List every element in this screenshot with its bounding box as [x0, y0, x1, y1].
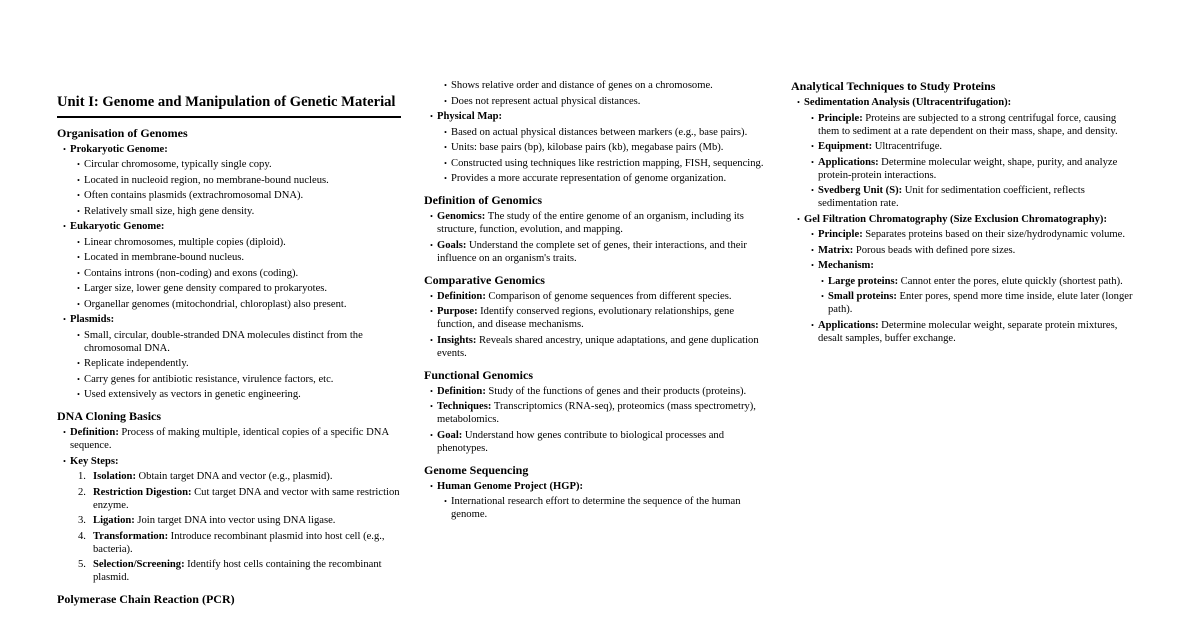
list-item	[811, 140, 1135, 153]
list-item	[430, 305, 768, 331]
item-text-wrap	[70, 426, 401, 452]
bullet-icon: •	[63, 314, 66, 324]
list-item	[63, 220, 401, 233]
bullet-icon: •	[811, 112, 814, 123]
list-item	[430, 480, 768, 493]
item-text-wrap	[437, 385, 768, 398]
item-text-wrap	[451, 172, 768, 185]
list-item	[78, 558, 401, 584]
item-text: Porous beads with defined pore sizes.	[855, 244, 1016, 256]
item-label: Goals:	[437, 239, 467, 251]
bullet-icon: •	[77, 389, 80, 399]
item-text: International research effort to determine the sequence of the human genome.	[451, 496, 741, 520]
item-text-wrap	[84, 174, 401, 187]
item-text-wrap	[84, 236, 401, 249]
list-item	[821, 275, 1135, 288]
list-item	[811, 184, 1135, 210]
section-heading: DNA Cloning Basics	[57, 409, 162, 423]
item-text: Ultracentrifuge.	[874, 141, 943, 152]
item-label: Purpose:	[437, 306, 478, 317]
bullet-icon: •	[430, 111, 433, 121]
item-text-wrap	[93, 486, 401, 512]
list-item	[430, 110, 768, 123]
list-item	[77, 357, 401, 370]
item-text-wrap	[451, 126, 768, 139]
item-text-wrap	[84, 282, 401, 295]
item-label: Applications:	[818, 319, 879, 331]
bullet-icon: •	[811, 156, 814, 167]
bullet-icon: •	[444, 496, 447, 506]
item-text: Separates proteins based on their size/hydrodynamic volume.	[865, 229, 1126, 240]
item-text: Provides a more accurate representation of genome organization.	[451, 173, 727, 184]
item-text-wrap	[93, 470, 401, 483]
item-text-wrap	[818, 156, 1135, 182]
item-text-wrap	[93, 530, 401, 556]
item-text-wrap	[70, 455, 401, 468]
item-text-wrap	[437, 290, 768, 303]
item-label: Mechanism:	[818, 260, 874, 271]
bullet-icon: •	[811, 319, 814, 330]
item-text-wrap	[451, 141, 768, 154]
item-label: Large proteins:	[828, 275, 899, 287]
bullet-icon: •	[444, 126, 447, 137]
item-label: Equipment:	[818, 141, 873, 152]
item-text-wrap	[818, 140, 1135, 153]
item-label: Definition:	[437, 290, 486, 302]
section-heading: Definition of Genomics	[424, 193, 542, 207]
bullet-icon: •	[77, 205, 80, 216]
item-text: Understand the complete set of genes, their interactions, and their influence on an organism's traits.	[437, 239, 747, 264]
item-text-wrap	[828, 290, 1135, 316]
section-heading: Genome Sequencing	[424, 462, 529, 477]
item-text-wrap	[804, 213, 1135, 226]
item-text-wrap	[93, 558, 401, 584]
item-label: Matrix:	[818, 244, 854, 256]
item-label: Ligation:	[93, 515, 135, 526]
bullet-icon: •	[77, 358, 80, 368]
bullet-icon: •	[430, 211, 433, 221]
column-left	[57, 79, 401, 609]
item-text: Determine molecular weight, separate protein mixtures, desalt samples, buffer exchange.	[818, 319, 1118, 344]
item-text: Relatively small size, high gene density.	[84, 205, 255, 217]
item-text: Small, circular, double-stranded DNA molecules distinct from the chromosomal DNA.	[84, 329, 363, 354]
bullet-icon: •	[430, 334, 433, 345]
bullet-icon: •	[430, 239, 433, 250]
bullet-icon: •	[797, 213, 800, 224]
list-number: 4.	[78, 530, 86, 542]
item-text: Contains introns (non-coding) and exons (coding).	[84, 267, 299, 279]
item-text-wrap	[70, 143, 401, 156]
section-heading: Comparative Genomics	[424, 272, 545, 287]
list-item	[63, 143, 401, 156]
list-item	[430, 400, 768, 426]
column-right	[791, 79, 1135, 609]
bullet-icon: •	[444, 173, 447, 183]
item-text-wrap	[437, 239, 768, 265]
item-label: Restriction Digestion:	[93, 486, 192, 498]
item-text-wrap	[84, 267, 401, 280]
list-number: 1.	[78, 471, 86, 482]
list-item	[430, 239, 768, 265]
item-label: Principle:	[818, 112, 863, 124]
bullet-icon: •	[811, 229, 814, 239]
item-text-wrap	[437, 334, 768, 360]
list-item	[77, 373, 401, 386]
list-number: 2.	[78, 486, 86, 498]
item-text-wrap	[70, 313, 401, 326]
item-text: Comparison of genome sequences from different species.	[488, 290, 732, 302]
item-text: Used extensively as vectors in genetic engineering.	[84, 389, 301, 400]
item-text-wrap	[451, 495, 768, 521]
item-text: Circular chromosome, typically single copy.	[84, 159, 272, 170]
item-text: Cut target DNA and vector with same restriction enzyme.	[93, 486, 400, 511]
item-text: Introduce recombinant plasmid into host cell (e.g., bacteria).	[93, 530, 385, 555]
section-heading: Organisation of Genomes	[57, 125, 188, 140]
list-item	[63, 313, 401, 326]
list-item	[821, 290, 1135, 316]
item-text-wrap	[84, 158, 401, 171]
item-label: Insights:	[437, 334, 477, 346]
list-item	[430, 334, 768, 360]
item-text: Determine molecular weight, shape, purity, and analyze protein-protein interactions.	[818, 156, 1118, 181]
list-item	[63, 426, 401, 452]
bullet-icon: •	[821, 275, 824, 286]
page-title: Unit I: Genome and Manipulation of Genetic Material	[57, 94, 396, 110]
list-item	[77, 267, 401, 280]
list-item	[77, 388, 401, 401]
item-text: Located in membrane-bound nucleus.	[84, 252, 245, 263]
item-label: Transformation:	[93, 530, 169, 542]
item-text: Located in nucleoid region, no membrane-bound nucleus.	[84, 174, 329, 186]
list-item	[444, 141, 768, 154]
document-page	[57, 79, 1135, 609]
bullet-icon: •	[811, 244, 814, 255]
list-item	[77, 251, 401, 264]
item-text-wrap	[84, 373, 401, 386]
list-item	[444, 495, 768, 521]
list-item	[430, 290, 768, 303]
column-middle	[424, 79, 768, 609]
list-number: 5.	[78, 559, 86, 570]
bullet-icon: •	[63, 427, 66, 437]
item-label: Svedberg Unit (S):	[818, 185, 903, 196]
item-text: Based on actual physical distances between markers (e.g., base pairs).	[451, 126, 748, 138]
item-text-wrap	[84, 205, 401, 218]
bullet-icon: •	[430, 480, 433, 491]
item-text-wrap	[437, 429, 768, 455]
item-text: Linear chromosomes, multiple copies (diploid).	[84, 236, 286, 248]
bullet-icon: •	[430, 306, 433, 316]
item-text-wrap	[84, 189, 401, 202]
item-label: Selection/Screening:	[93, 559, 185, 570]
list-item	[811, 319, 1135, 345]
list-item	[811, 244, 1135, 257]
item-text-wrap	[84, 388, 401, 401]
item-text: Identify host cells containing the recombinant plasmid.	[93, 559, 382, 583]
title-rule	[57, 116, 401, 118]
item-text-wrap	[84, 251, 401, 264]
item-label: Eukaryotic Genome:	[70, 221, 165, 232]
list-item	[78, 514, 401, 527]
list-item	[78, 486, 401, 512]
item-text-wrap	[84, 357, 401, 370]
item-label: Plasmids:	[70, 314, 115, 325]
section-heading: Analytical Techniques to Study Proteins	[791, 79, 996, 93]
item-label: Key Steps:	[70, 455, 119, 467]
list-item	[430, 385, 768, 398]
item-label: Goal:	[437, 429, 463, 441]
bullet-icon: •	[63, 455, 66, 466]
item-label: Definition:	[437, 385, 486, 397]
item-text: The study of the entire genome of an organism, including its structure, function, evolution, and mapping.	[437, 211, 744, 235]
bullet-icon: •	[444, 157, 447, 168]
bullet-icon: •	[821, 291, 824, 301]
item-label: Applications:	[818, 156, 879, 168]
item-text-wrap	[437, 110, 768, 123]
list-item	[77, 329, 401, 355]
bullet-icon: •	[77, 159, 80, 169]
item-text-wrap	[437, 480, 768, 493]
item-label: Physical Map:	[437, 111, 503, 122]
item-text-wrap	[818, 228, 1135, 241]
list-item	[811, 156, 1135, 182]
item-text: Constructed using techniques like restriction mapping, FISH, sequencing.	[451, 157, 764, 169]
list-item	[78, 470, 401, 483]
bullet-icon: •	[77, 236, 80, 247]
list-item	[811, 259, 1135, 272]
item-text: Cannot enter the pores, elute quickly (shortest path).	[900, 275, 1123, 287]
item-text-wrap	[437, 210, 768, 236]
item-text: Shows relative order and distance of genes on a chromosome.	[451, 80, 713, 91]
item-text-wrap	[93, 514, 401, 527]
item-text-wrap	[437, 305, 768, 331]
item-label: Human Genome Project (HGP):	[437, 480, 584, 492]
item-text-wrap	[818, 319, 1135, 345]
item-text: Units: base pairs (bp), kilobase pairs (kb), megabase pairs (Mb).	[451, 142, 724, 153]
bullet-icon: •	[430, 429, 433, 440]
item-text-wrap	[84, 329, 401, 355]
item-text: Identify conserved regions, evolutionary relationships, gene function, and disease mechanisms.	[437, 306, 735, 330]
list-item	[77, 236, 401, 249]
list-item	[811, 112, 1135, 138]
bullet-icon: •	[77, 252, 80, 262]
item-text-wrap	[804, 96, 1135, 109]
item-label: Small proteins:	[828, 291, 897, 302]
item-text: Larger size, lower gene density compared to prokaryotes.	[84, 283, 328, 294]
item-text-wrap	[451, 79, 768, 92]
section-heading: Functional Genomics	[424, 367, 534, 382]
list-item	[797, 96, 1135, 109]
list-item	[77, 282, 401, 295]
list-item	[444, 172, 768, 185]
bullet-icon: •	[430, 401, 433, 411]
bullet-icon: •	[811, 185, 814, 195]
bullet-icon: •	[444, 95, 447, 106]
item-text-wrap	[451, 95, 768, 108]
item-label: Genomics:	[437, 211, 486, 222]
item-text: Enter pores, spend more time inside, elute later (longer path).	[828, 291, 1133, 315]
item-text: Process of making multiple, identical copies of a specific DNA sequence.	[70, 427, 389, 451]
list-number: 3.	[78, 515, 86, 526]
item-text: Organellar genomes (mitochondrial, chloroplast) also present.	[84, 298, 347, 310]
list-item	[797, 213, 1135, 226]
item-text: Carry genes for antibiotic resistance, virulence factors, etc.	[84, 373, 334, 385]
item-text-wrap	[84, 298, 401, 311]
bullet-icon: •	[444, 80, 447, 90]
item-text-wrap	[828, 275, 1135, 288]
item-text-wrap	[818, 184, 1135, 210]
item-label: Sedimentation Analysis (Ultracentrifugation):	[804, 97, 1012, 108]
item-text: Study of the functions of genes and their products (proteins).	[488, 385, 747, 397]
bullet-icon: •	[63, 143, 66, 154]
bullet-icon: •	[430, 290, 433, 301]
item-text: Join target DNA into vector using DNA ligase.	[137, 515, 336, 526]
item-label: Definition:	[70, 427, 119, 438]
list-item	[78, 530, 401, 556]
section-heading: Polymerase Chain Reaction (PCR)	[57, 592, 235, 606]
item-text-wrap	[437, 400, 768, 426]
bullet-icon: •	[797, 97, 800, 107]
bullet-icon: •	[63, 221, 66, 231]
item-text: Obtain target DNA and vector (e.g., plasmid).	[138, 471, 333, 482]
item-text: Replicate independently.	[84, 358, 189, 369]
bullet-icon: •	[77, 298, 80, 309]
list-item	[77, 205, 401, 218]
bullet-icon: •	[77, 267, 80, 278]
item-label: Principle:	[818, 229, 863, 240]
list-item	[444, 95, 768, 108]
item-text: Proteins are subjected to a strong centrifugal force, causing them to sediment at a rate dependent on their mass, shape, and density.	[818, 112, 1118, 137]
item-text: Reveals shared ancestry, unique adaptations, and gene duplication events.	[437, 334, 759, 359]
item-label: Techniques:	[437, 401, 492, 412]
bullet-icon: •	[430, 385, 433, 396]
bullet-icon: •	[77, 190, 80, 200]
item-text: Often contains plasmids (extrachromosomal DNA).	[84, 190, 304, 201]
bullet-icon: •	[444, 142, 447, 152]
bullet-icon: •	[77, 329, 80, 340]
bullet-icon: •	[77, 373, 80, 384]
item-label: Prokaryotic Genome:	[70, 143, 168, 155]
item-text: Unit for sedimentation coefficient, reflects sedimentation rate.	[818, 185, 1085, 209]
bullet-icon: •	[811, 260, 814, 270]
list-item	[77, 189, 401, 202]
item-text-wrap	[451, 157, 768, 170]
item-text: Does not represent actual physical distances.	[451, 95, 641, 107]
bullet-icon: •	[811, 141, 814, 151]
item-label: Isolation:	[93, 471, 136, 482]
list-item	[77, 298, 401, 311]
item-text: Understand how genes contribute to biological processes and phenotypes.	[437, 429, 725, 454]
list-item	[430, 210, 768, 236]
list-item	[63, 455, 401, 468]
list-item	[77, 158, 401, 171]
item-label: Gel Filtration Chromatography (Size Exclusion Chromatography):	[804, 213, 1107, 225]
item-text-wrap	[818, 112, 1135, 138]
list-item	[444, 157, 768, 170]
bullet-icon: •	[77, 283, 80, 293]
list-item	[811, 228, 1135, 241]
item-text-wrap	[70, 220, 401, 233]
bullet-icon: •	[77, 174, 80, 185]
list-item	[444, 126, 768, 139]
item-text-wrap	[818, 259, 1135, 272]
list-item	[444, 79, 768, 92]
list-item	[77, 174, 401, 187]
list-item	[430, 429, 768, 455]
item-text-wrap	[818, 244, 1135, 257]
item-text: Transcriptomics (RNA-seq), proteomics (mass spectrometry), metabolomics.	[437, 401, 756, 425]
